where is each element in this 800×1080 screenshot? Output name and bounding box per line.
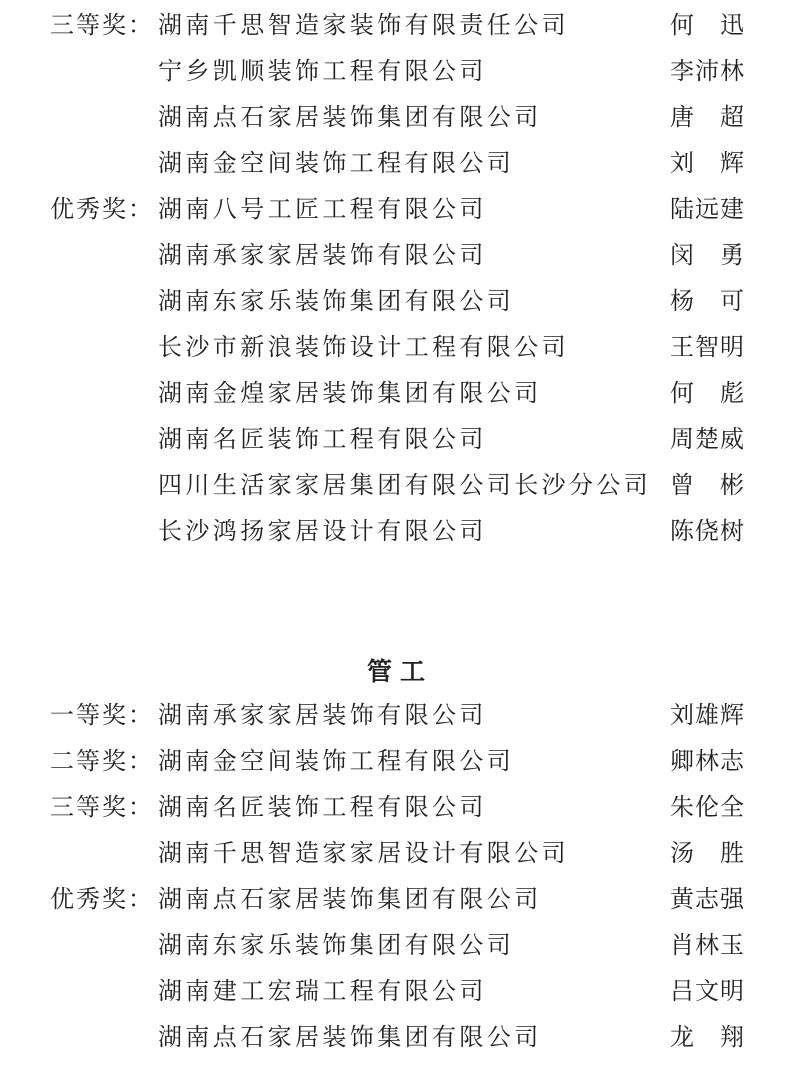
company-name: 湖南承家家居装饰有限公司 [158, 241, 487, 269]
winner-name: 吕文明 [670, 977, 745, 1005]
winner-name: 王智明 [670, 333, 745, 361]
winner-name: 杨 可 [670, 287, 745, 315]
winner-name: 何 彪 [670, 379, 745, 407]
company-name: 湖南金空间装饰工程有限公司 [158, 747, 515, 775]
section-title: 管工 [366, 657, 433, 686]
company-name: 宁乡凯顺装饰工程有限公司 [158, 57, 487, 85]
award-list-section-2 [0, 692, 800, 1060]
winner-name: 周楚威 [670, 425, 745, 453]
company-name: 湖南金空间装饰工程有限公司 [158, 149, 515, 177]
award-list-section-1 [0, 2, 800, 554]
winner-name: 刘雄辉 [670, 701, 745, 729]
company-name: 湖南千思智造家装饰有限责任公司 [158, 11, 569, 39]
company-name: 湖南名匠装饰工程有限公司 [158, 425, 487, 453]
winner-name: 龙 翔 [670, 1023, 745, 1051]
award-row [0, 508, 800, 554]
award-row [0, 416, 800, 462]
award-row [0, 48, 800, 94]
company-name: 湖南八号工匠工程有限公司 [158, 195, 487, 223]
winner-name: 肖林玉 [670, 931, 745, 959]
award-level: 三等奖： [50, 11, 154, 39]
company-name: 湖南金煌家居装饰集团有限公司 [158, 379, 542, 407]
award-row [0, 2, 800, 48]
award-row [0, 94, 800, 140]
winner-name: 唐 超 [670, 103, 745, 131]
winner-name: 黄志强 [670, 885, 745, 913]
company-name: 湖南点石家居装饰集团有限公司 [158, 1023, 542, 1051]
award-row [0, 692, 800, 738]
award-row [0, 830, 800, 876]
winner-name: 曾 彬 [670, 471, 745, 499]
award-row [0, 370, 800, 416]
winner-name: 朱伦全 [670, 793, 745, 821]
winner-name: 闵 勇 [670, 241, 745, 269]
winner-name: 陆远建 [670, 195, 745, 223]
award-row [0, 922, 800, 968]
company-name: 湖南点石家居装饰集团有限公司 [158, 103, 542, 131]
winner-name: 刘 辉 [670, 149, 745, 177]
award-row [0, 140, 800, 186]
award-row [0, 278, 800, 324]
company-name: 四川生活家家居集团有限公司长沙分公司 [158, 471, 652, 499]
company-name: 湖南点石家居装饰集团有限公司 [158, 885, 542, 913]
award-row [0, 784, 800, 830]
winner-name: 李沛林 [670, 57, 745, 85]
award-level: 一等奖： [50, 701, 154, 729]
company-name: 湖南建工宏瑞工程有限公司 [158, 977, 487, 1005]
company-name: 湖南千思智造家家居设计有限公司 [158, 839, 569, 867]
company-name: 湖南东家乐装饰集团有限公司 [158, 931, 515, 959]
award-row [0, 968, 800, 1014]
award-level: 三等奖： [50, 793, 154, 821]
company-name: 湖南名匠装饰工程有限公司 [158, 793, 487, 821]
award-level: 二等奖： [50, 747, 154, 775]
winner-name: 卿林志 [670, 747, 745, 775]
award-row [0, 232, 800, 278]
winner-name: 何 迅 [670, 11, 745, 39]
winner-name: 汤 胜 [670, 839, 745, 867]
award-row [0, 186, 800, 232]
award-row [0, 738, 800, 784]
award-row [0, 876, 800, 922]
winner-name: 陈侥树 [670, 517, 745, 545]
company-name: 湖南东家乐装饰集团有限公司 [158, 287, 515, 315]
award-row [0, 462, 800, 508]
award-level: 优秀奖： [50, 195, 154, 223]
award-row [0, 1014, 800, 1060]
award-row [0, 324, 800, 370]
company-name: 湖南承家家居装饰有限公司 [158, 701, 487, 729]
company-name: 长沙鸿扬家居设计有限公司 [158, 517, 487, 545]
company-name: 长沙市新浪装饰设计工程有限公司 [158, 333, 569, 361]
award-level: 优秀奖： [50, 885, 154, 913]
